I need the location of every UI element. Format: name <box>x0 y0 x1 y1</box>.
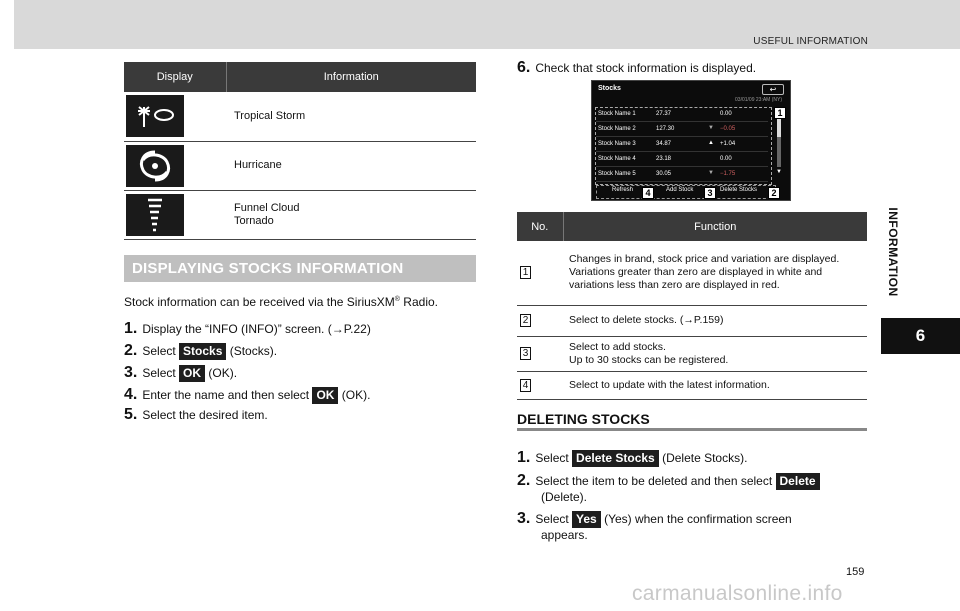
list-item: Stock Name 4 23.18 0.00 <box>596 153 768 167</box>
delete-step-2-cont: (Delete). <box>541 490 588 504</box>
ok-button-label: OK <box>312 387 338 404</box>
table-row <box>517 305 867 336</box>
tropical-storm-icon <box>126 95 184 137</box>
screen-title: Stocks <box>598 85 621 92</box>
list-item: Stock Name 3 34.87 ▲ +1.04 <box>596 138 768 152</box>
item-number: 2 <box>520 314 531 327</box>
list-item: Stock Name 1 27.37 0.00 <box>596 108 768 122</box>
item-number: 1 <box>520 266 531 279</box>
chapter-number-tab: 6 <box>881 318 960 354</box>
stocks-screen-illustration <box>591 80 791 201</box>
callout-3: 3 <box>704 187 716 199</box>
callout-4: 4 <box>642 187 654 199</box>
list-item: Stock Name 2 127.30 ▼ −0.05 <box>596 123 768 137</box>
watermark: carmanualsonline.info <box>632 582 843 605</box>
page-number: 159 <box>846 566 865 578</box>
ok-button-label: OK <box>179 365 205 382</box>
weather-info: Tornado <box>234 214 274 227</box>
funnel-cloud-icon <box>126 194 184 236</box>
section-heading: DISPLAYING STOCKS INFORMATION <box>124 255 476 282</box>
list-item: Stock Name 5 30.05 ▼ −1.75 <box>596 168 768 182</box>
back-icon: ↩ <box>762 84 784 95</box>
function-text: Variations greater than zero are displayed in white and variations less than zero are displayed in red. <box>569 266 823 292</box>
function-text: Select to delete stocks. (→P.159) <box>569 314 724 326</box>
weather-info: Funnel Cloud <box>234 201 300 214</box>
table-row <box>124 141 476 190</box>
table-row <box>124 190 476 239</box>
col-header-display: Display <box>124 62 226 92</box>
function-text: Changes in brand, stock price and variation are displayed. <box>569 253 840 266</box>
hurricane-icon <box>126 145 184 187</box>
col-header-function: Function <box>563 212 867 241</box>
table-row <box>517 371 867 399</box>
intro-paragraph: Stock information can be received via the SiriusXM® Radio. <box>124 295 438 309</box>
function-table <box>517 212 867 400</box>
delete-step-3-cont: appears. <box>541 528 588 542</box>
step-4: 4. Enter the name and then select OK (OK). <box>124 386 371 403</box>
step-2: 2. Select Stocks (Stocks). <box>124 342 278 359</box>
delete-stocks-button-label: Delete Stocks <box>572 450 659 467</box>
side-tab-label: INFORMATION <box>886 207 900 297</box>
callout-2: 2 <box>768 187 780 199</box>
step-5: 5. Select the desired item. <box>124 406 268 423</box>
weather-icon-table <box>124 62 476 240</box>
step-3: 3. Select OK (OK). <box>124 364 238 381</box>
table-row <box>124 92 476 141</box>
delete-step-2: 2. Select the item to be deleted and then select Delete <box>517 472 820 490</box>
callout-1: 1 <box>774 107 786 119</box>
add-stock-button: Add Stock <box>666 187 694 193</box>
running-header: USEFUL INFORMATION <box>753 36 868 47</box>
table-row <box>517 241 867 305</box>
function-text: Select to update with the latest information. <box>569 378 770 391</box>
timestamp: 03/01/09 23:AM (NY) <box>735 97 782 103</box>
weather-info: Tropical Storm <box>226 92 476 141</box>
function-text: Up to 30 stocks can be registered. <box>569 353 729 366</box>
step-1: 1. Display the “INFO (INFO)” screen. (→P.22) <box>124 320 371 337</box>
col-header-no: No. <box>517 212 563 241</box>
stocks-button-label: Stocks <box>179 343 226 360</box>
delete-button-label: Delete <box>776 473 820 490</box>
refresh-button: Refresh <box>612 187 634 193</box>
delete-stocks-button: Delete Stocks <box>720 187 758 193</box>
subsection-heading: DELETING STOCKS <box>517 411 867 431</box>
function-text: Select to add stocks. <box>569 340 666 353</box>
delete-step-1: 1. Select Delete Stocks (Delete Stocks). <box>517 449 748 466</box>
delete-step-3: 3. Select Yes (Yes) when the confirmation screen <box>517 510 792 527</box>
yes-button-label: Yes <box>572 511 601 528</box>
weather-info: Hurricane <box>226 141 476 190</box>
col-header-information: Information <box>226 62 476 92</box>
step-6: 6. Check that stock information is displayed. <box>517 59 757 76</box>
item-number: 4 <box>520 379 531 392</box>
item-number: 3 <box>520 347 531 360</box>
scroll-down-icon: ▼ <box>776 169 782 175</box>
table-row <box>517 336 867 371</box>
